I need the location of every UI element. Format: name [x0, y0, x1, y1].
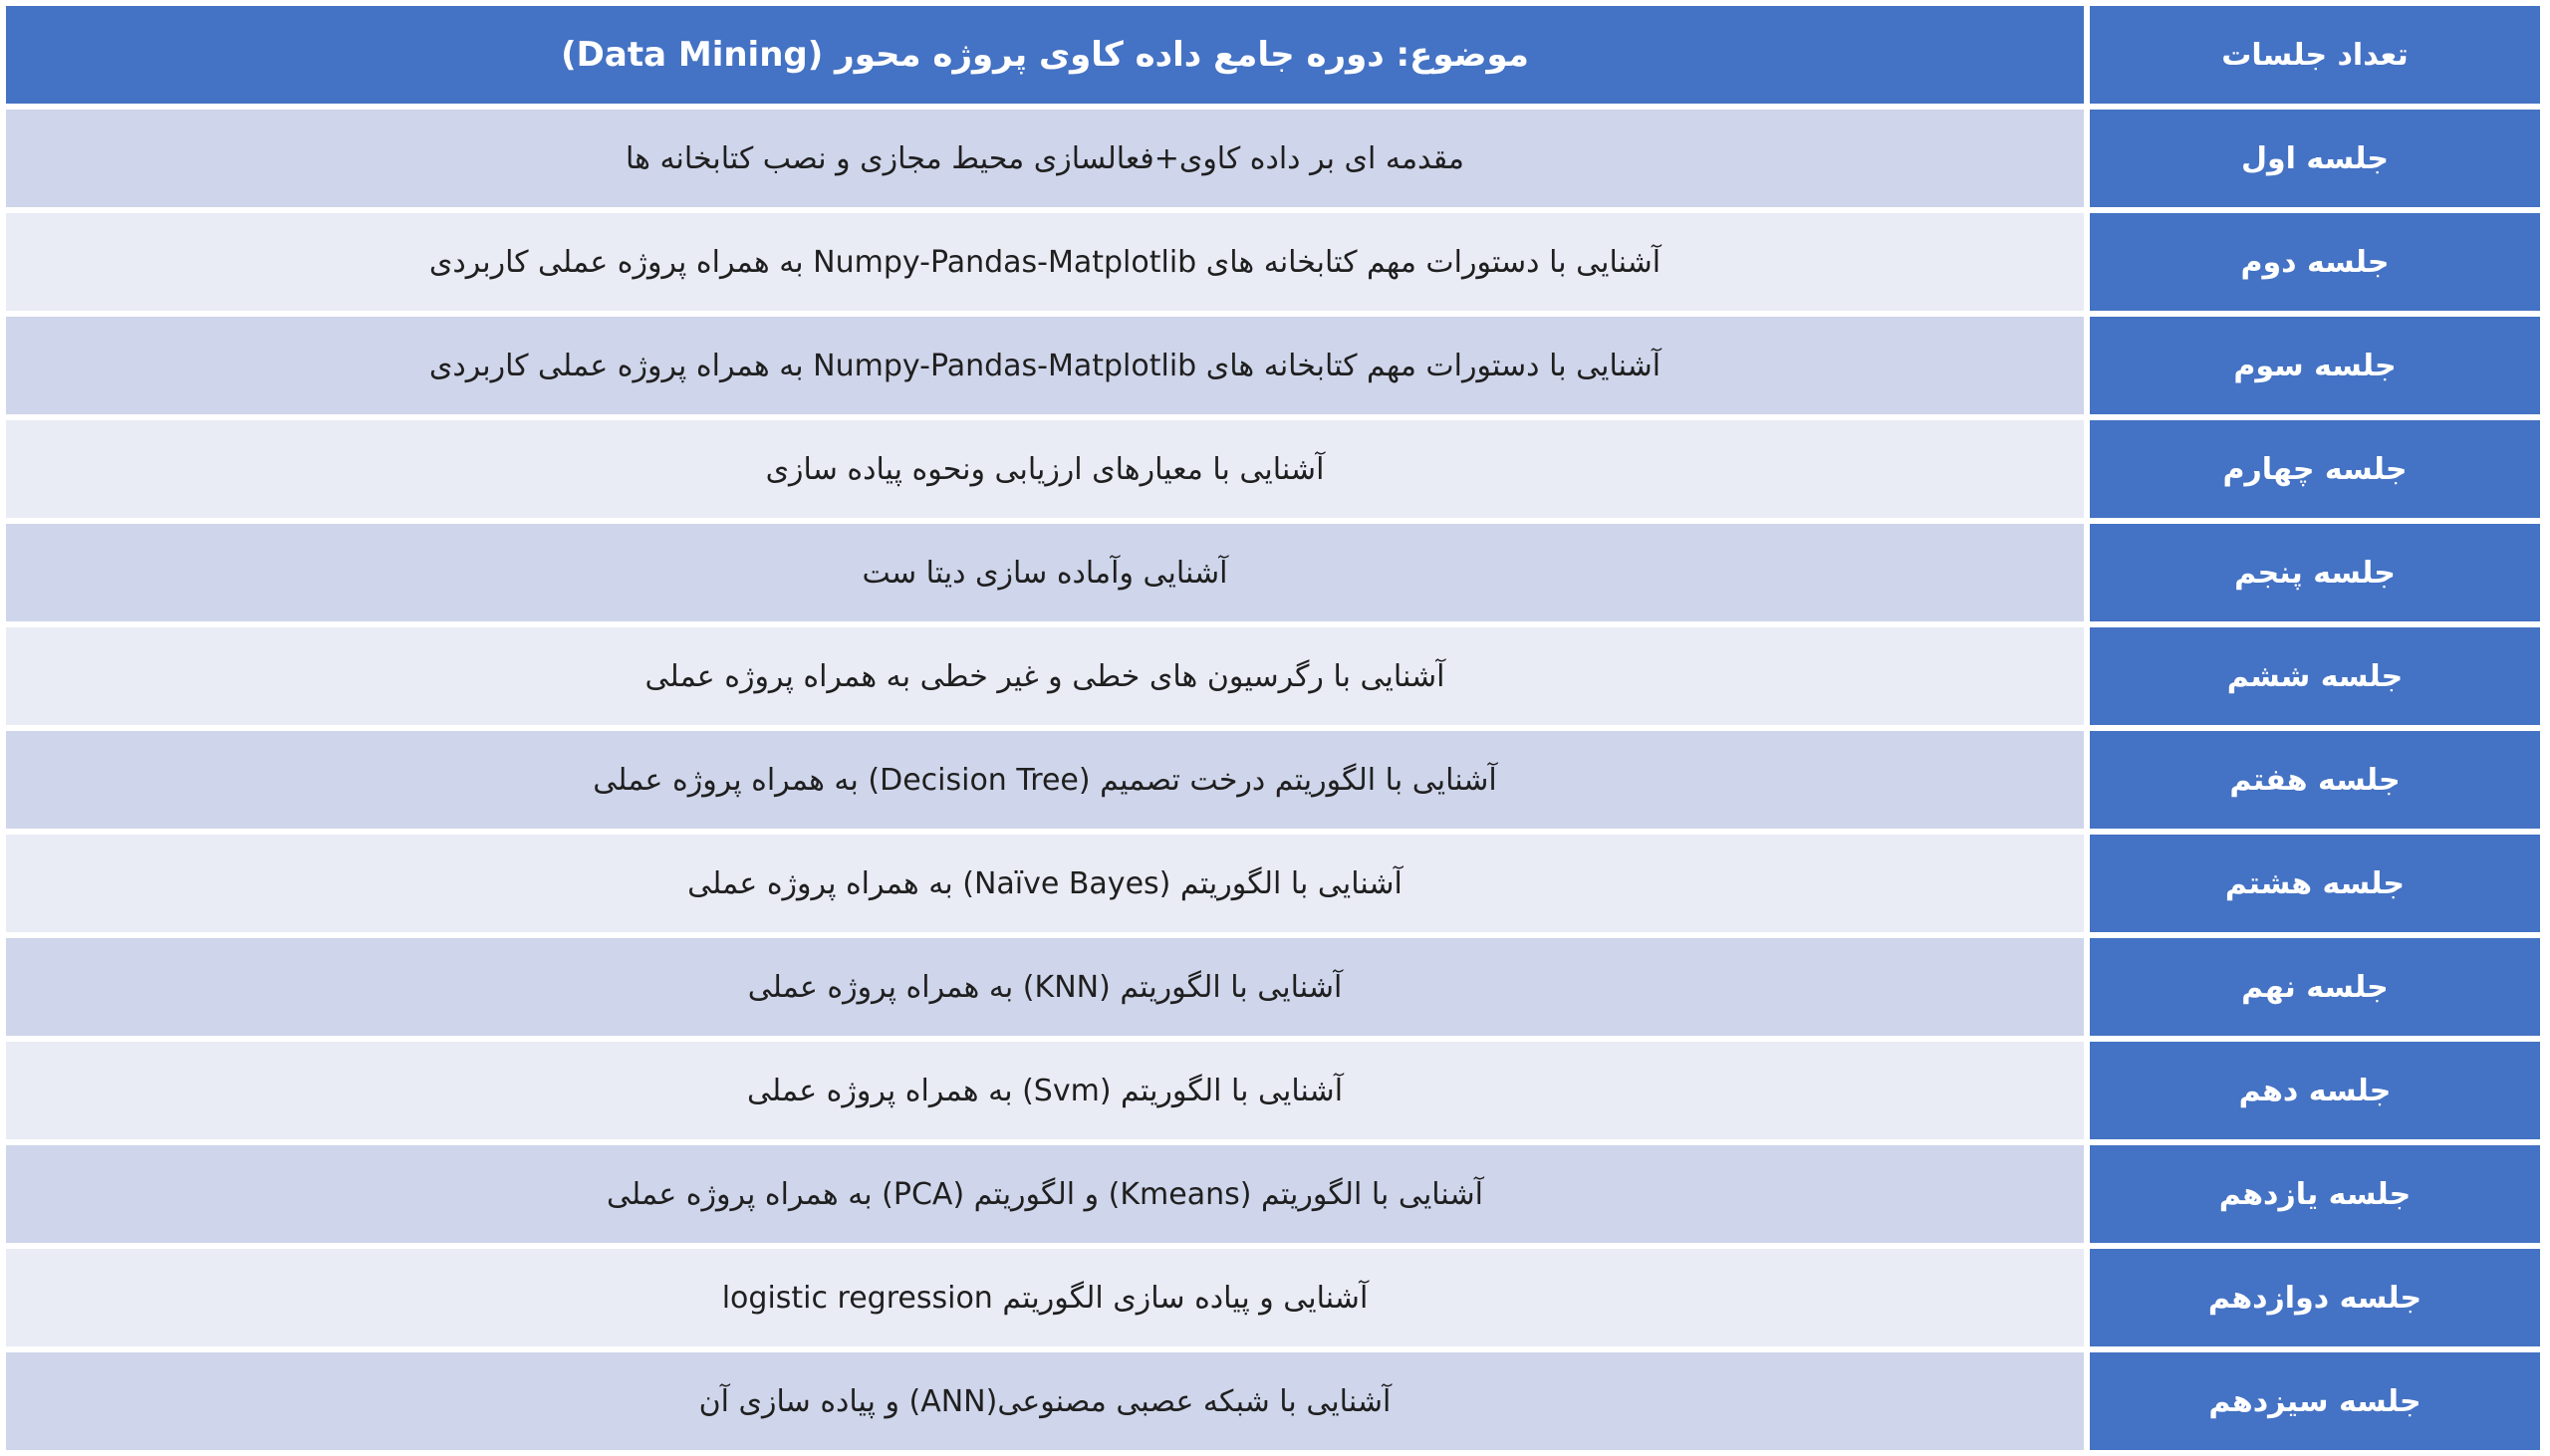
session-label: جلسه نهم: [2090, 938, 2540, 1036]
table-row: [6, 1145, 2540, 1243]
session-label: جلسه ششم: [2090, 627, 2540, 725]
session-topic: مقدمه ای بر داده کاوی+فعالسازی محیط مجازی و نصب کتابخانه ها: [6, 110, 2084, 207]
table-row: [6, 938, 2540, 1036]
table-row: [6, 110, 2540, 207]
table-row: [6, 420, 2540, 518]
table-row: [6, 524, 2540, 621]
session-topic: آشنایی با الگوریتم (Svm) به همراه پروژه عملی: [6, 1042, 2084, 1139]
session-topic: آشنایی با رگرسیون های خطی و غیر خطی به همراه پروژه عملی: [6, 627, 2084, 725]
session-label: جلسه اول: [2090, 110, 2540, 207]
table-row: [6, 1249, 2540, 1346]
session-label: جلسه چهارم: [2090, 420, 2540, 518]
session-label: جلسه یازدهم: [2090, 1145, 2540, 1243]
table-header-row: [6, 6, 2540, 104]
table-row: [6, 627, 2540, 725]
sessions-column-header: تعداد جلسات: [2090, 6, 2540, 104]
table-row: [6, 731, 2540, 829]
session-label: جلسه سوم: [2090, 317, 2540, 414]
session-topic: آشنایی با معیارهای ارزیابی ونحوه پیاده سازی: [6, 420, 2084, 518]
session-topic: آشنایی با دستورات مهم کتابخانه های Numpy-Pandas-Matplotlib به همراه پروژه عملی کاربردی: [6, 317, 2084, 414]
session-label: جلسه دوم: [2090, 213, 2540, 311]
session-topic: آشنایی با دستورات مهم کتابخانه های Numpy-Pandas-Matplotlib به همراه پروژه عملی کاربردی: [6, 213, 2084, 311]
session-label: جلسه هفتم: [2090, 731, 2540, 829]
session-topic: آشنایی با الگوریتم درخت تصمیم (Decision Tree) به همراه پروژه عملی: [6, 731, 2084, 829]
session-label: جلسه هشتم: [2090, 835, 2540, 932]
session-topic: آشنایی با الگوریتم (Naïve Bayes) به همراه پروژه عملی: [6, 835, 2084, 932]
table-row: [6, 835, 2540, 932]
session-label: جلسه سیزدهم: [2090, 1352, 2540, 1450]
table-row: [6, 1042, 2540, 1139]
session-label: جلسه دهم: [2090, 1042, 2540, 1139]
session-topic: آشنایی با الگوریتم (Kmeans) و الگوریتم (PCA) به همراه پروژه عملی: [6, 1145, 2084, 1243]
table-row: [6, 213, 2540, 311]
session-topic: آشنایی با الگوریتم (KNN) به همراه پروژه عملی: [6, 938, 2084, 1036]
session-label: جلسه دوازدهم: [2090, 1249, 2540, 1346]
topic-column-header: موضوع: دوره جامع داده کاوی پروژه محور (Data Mining): [6, 6, 2084, 104]
table-row: [6, 1352, 2540, 1450]
session-topic: آشنایی و پیاده سازی الگوریتم logistic regression: [6, 1249, 2084, 1346]
session-topic: آشنایی با شبکه عصبی مصنوعی(ANN) و پیاده سازی آن: [6, 1352, 2084, 1450]
table-row: [6, 317, 2540, 414]
session-label: جلسه پنجم: [2090, 524, 2540, 621]
session-topic: آشنایی وآماده سازی دیتا ست: [6, 524, 2084, 621]
